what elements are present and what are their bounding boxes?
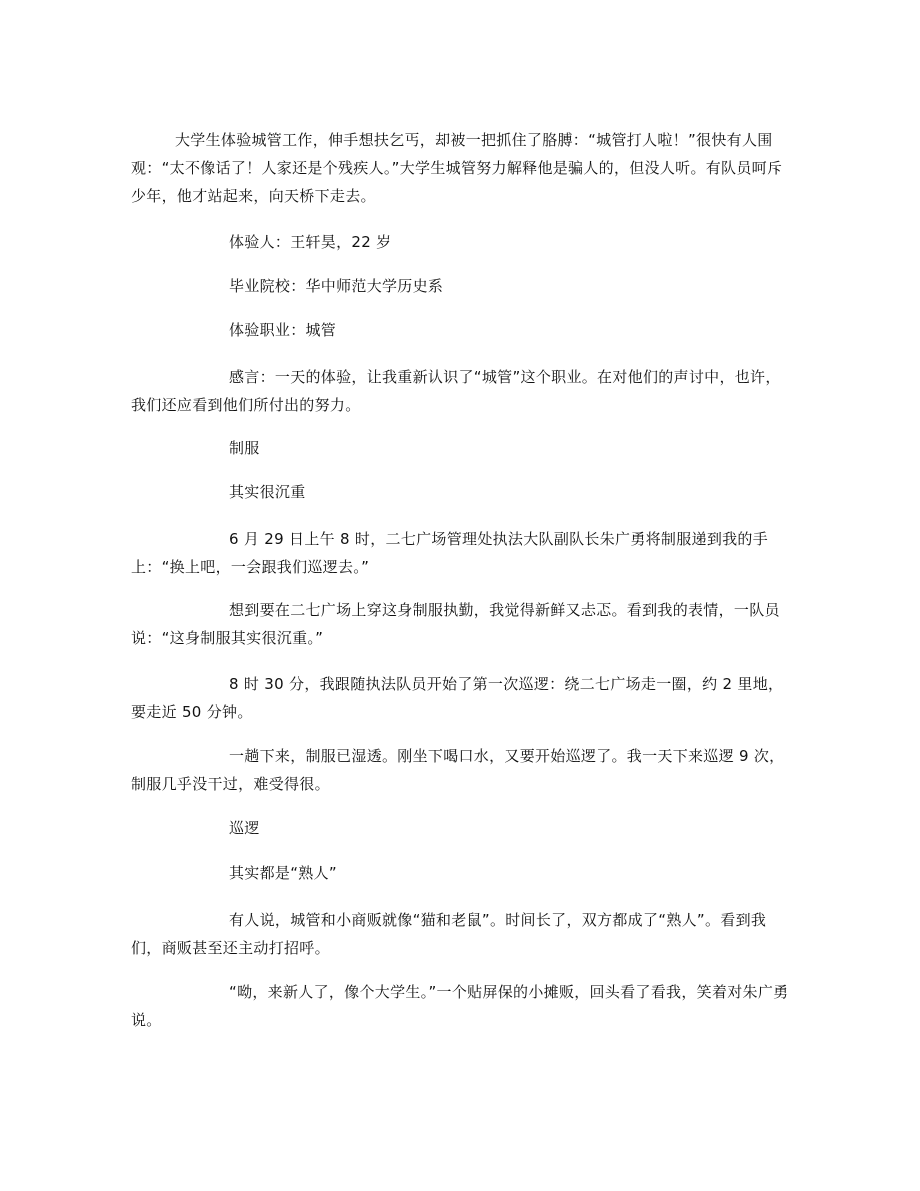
profile-name: 体验人：王轩昊，22 岁 <box>229 233 392 251</box>
section-subheading-acquaintances: 其实都是“熟人” <box>229 864 337 882</box>
section-subheading-heavy: 其实很沉重 <box>229 483 306 501</box>
body-paragraph: 6 月 29 日上午 8 时，二七广场管理处执法大队副队长朱广勇将制服递到我的手上：“换上吧，一会跟我们巡逻去。” <box>131 530 769 576</box>
body-paragraph: 8 时 30 分，我跟随执法队员开始了第一次巡逻：绕二七广场走一圈，约 2 里地，要走近 50 分钟。 <box>131 675 784 721</box>
reflection-paragraph: 感言：一天的体验，让我重新认识了“城管”这个职业。在对他们的声讨中，也许，我们还应看到他们所付出的努力。 <box>131 368 781 414</box>
profile-school: 毕业院校：华中师范大学历史系 <box>229 277 444 295</box>
body-paragraph: 想到要在二七广场上穿这身制服执勤，我觉得新鲜又忐忑。看到我的表情，一队员说：“这身制服其实很沉重。” <box>131 601 780 647</box>
body-paragraph: 一趟下来，制服已湿透。刚坐下喝口水，又要开始巡逻了。我一天下来巡逻 9 次，制服几乎没干过，难受得很。 <box>131 747 785 793</box>
intro-paragraph: 大学生体验城管工作，伸手想扶乞丐，却被一把抓住了胳膊：“城管打人啦！”很快有人围观：“太不像话了！人家还是个残疾人。”大学生城管努力解释他是骗人的，但没人听。有队员呵斥少年，他才站起来，向天桥下走去。 <box>131 131 783 205</box>
body-paragraph: “呦，来新人了，像个大学生。”一个贴屏保的小摊贩，回头看了看我，笑着对朱广勇说。 <box>131 983 789 1029</box>
profile-occupation: 体验职业：城管 <box>229 321 337 339</box>
section-heading-uniform: 制服 <box>229 439 260 457</box>
section-heading-patrol: 巡逻 <box>229 819 260 837</box>
body-paragraph: 有人说，城管和小商贩就像“猫和老鼠”。时间长了，双方都成了“熟人”。看到我们，商贩甚至还主动打招呼。 <box>131 911 767 957</box>
